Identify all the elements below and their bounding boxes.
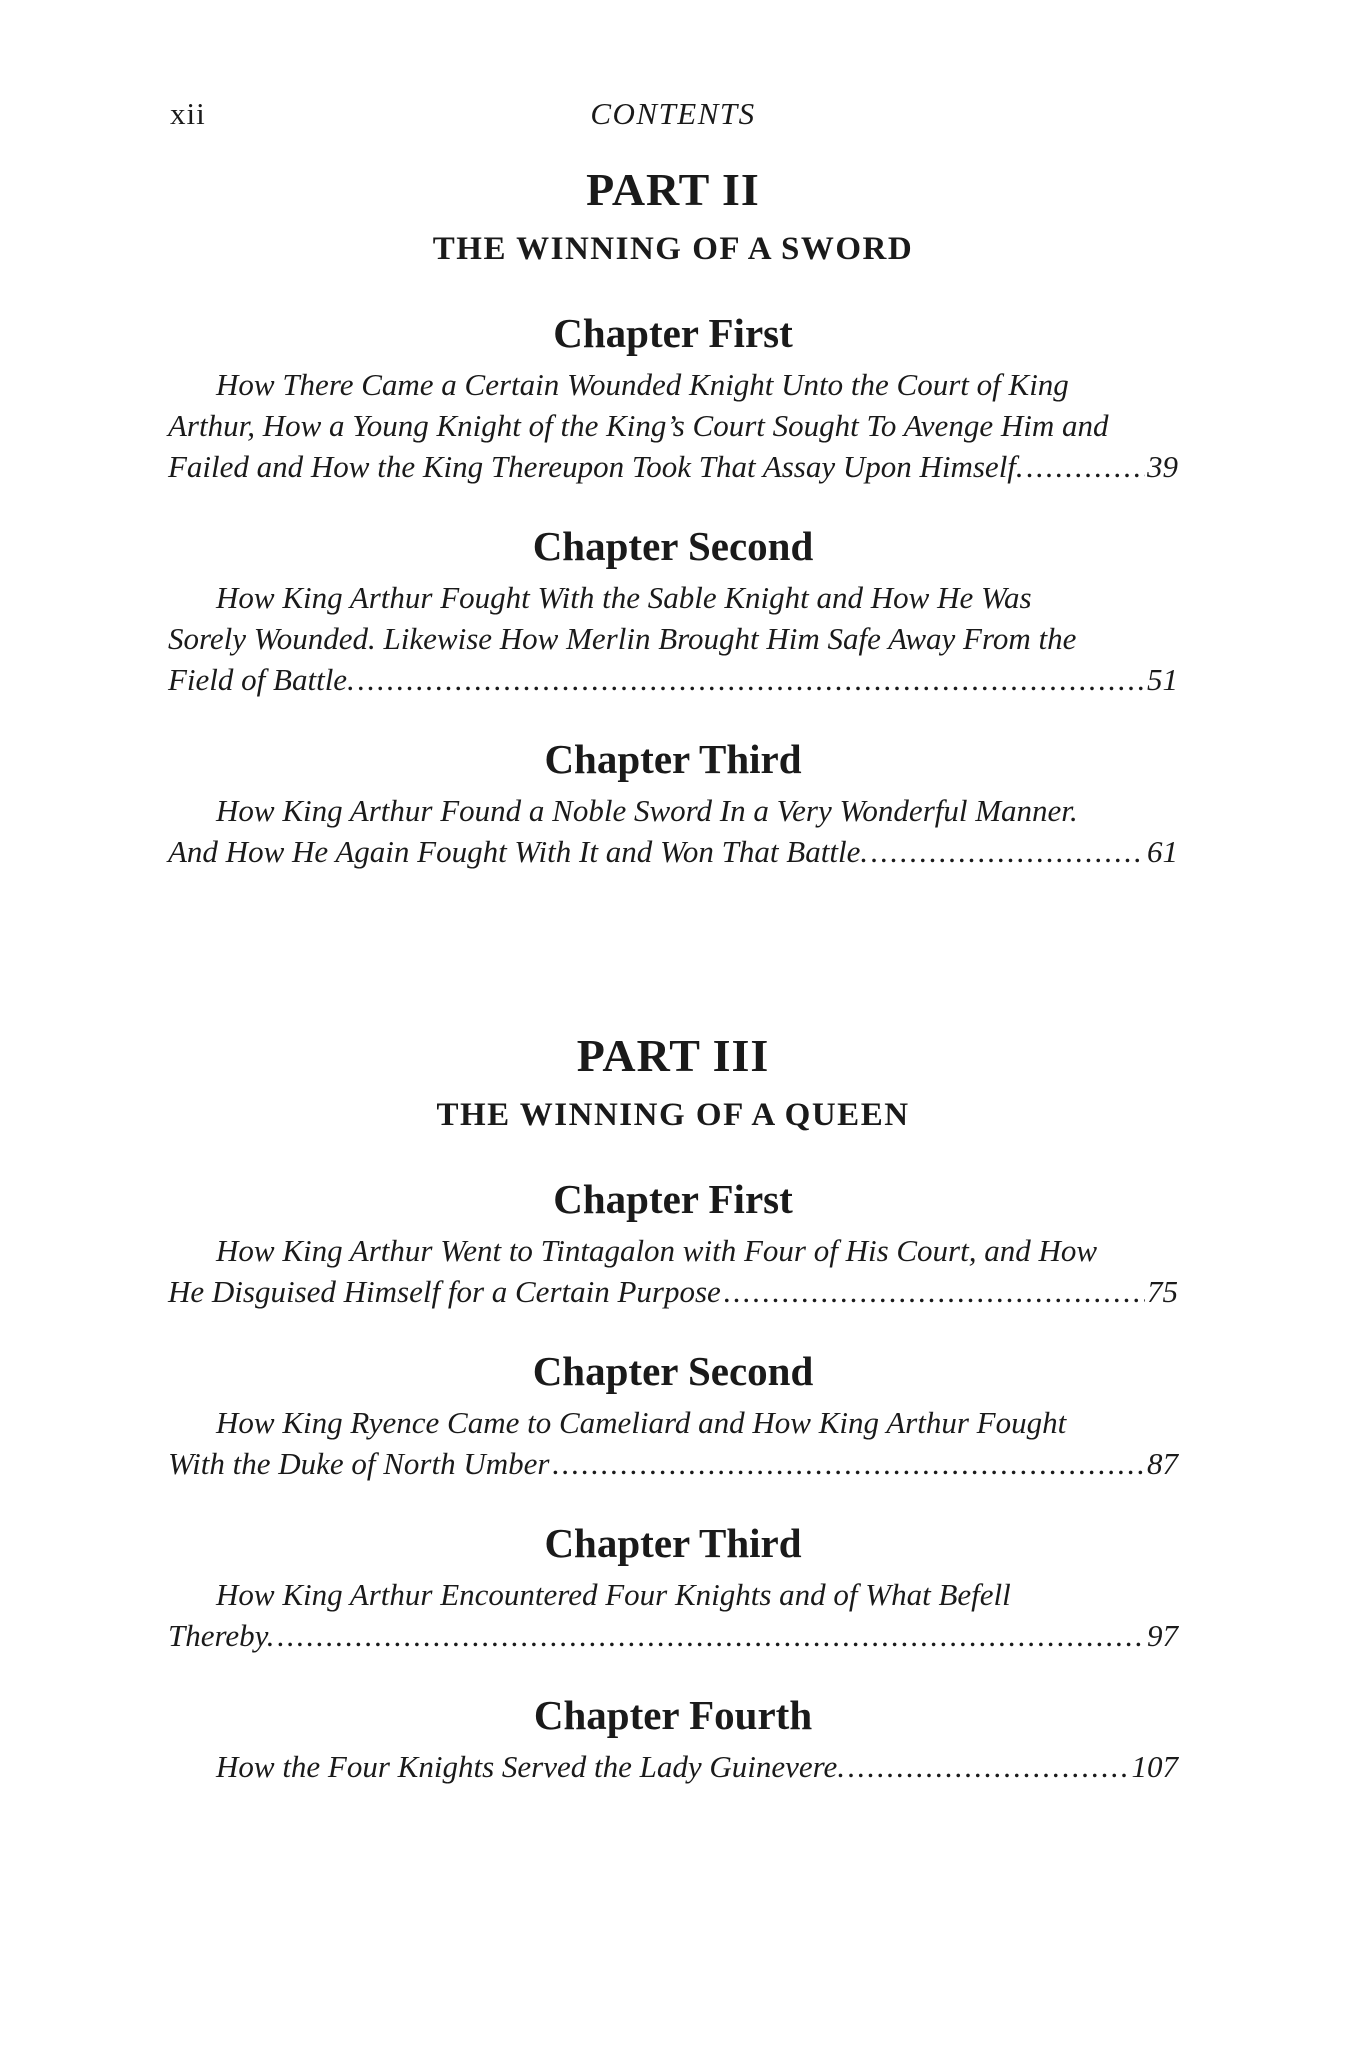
page-ref: 51 <box>1147 662 1178 697</box>
page-ref: 39 <box>1147 449 1178 484</box>
page-ref: 107 <box>1131 1749 1178 1784</box>
chapter-entry <box>168 1690 1178 1787</box>
chapter-heading: Chapter First <box>553 310 793 356</box>
page-ref: 61 <box>1147 834 1178 869</box>
chapter-entry <box>168 1518 1178 1656</box>
toc-line[interactable] <box>168 446 1178 487</box>
entry-text-line: How King Arthur Encountered Four Knights and of What Befell <box>216 1577 1011 1612</box>
dot-leader <box>276 1615 1145 1656</box>
entry-text-line: How King Arthur Found a Noble Sword In a Very Wonderful Manner. <box>216 793 1078 828</box>
entry-title: Failed and How the King Thereupon Took That Assay Upon Himself. <box>168 449 1024 484</box>
running-head <box>168 96 1178 156</box>
part-subtitle: THE WINNING OF A SWORD <box>432 231 914 267</box>
entry-title: Field of Battle. <box>168 662 355 697</box>
entry-title: With the Duke of North Umber <box>168 1446 550 1481</box>
chapter-heading: Chapter Third <box>544 736 802 782</box>
dot-leader <box>551 1443 1145 1484</box>
part-section <box>168 1028 1178 1136</box>
chapter-entry <box>168 1174 1178 1312</box>
chapter-entry <box>168 734 1178 872</box>
page-number: xii <box>170 96 206 131</box>
chapter-heading: Chapter First <box>553 1176 793 1222</box>
dot-leader <box>723 1271 1145 1312</box>
chapter-heading: Chapter Fourth <box>533 1692 813 1738</box>
page-ref: 87 <box>1147 1446 1178 1481</box>
entry-text-line: How King Arthur Fought With the Sable Knight and How He Was <box>216 580 1032 615</box>
toc-line[interactable] <box>168 659 1178 700</box>
toc-line[interactable] <box>168 1615 1178 1656</box>
dot-leader <box>1026 446 1145 487</box>
chapter-entry <box>168 521 1178 700</box>
entry-text-line: How King Arthur Went to Tintagalon with Four of His Court, and How <box>216 1233 1098 1268</box>
entry-text-line: Arthur, How a Young Knight of the King’s Court Sought To Avenge Him and <box>168 408 1109 443</box>
entry-text-line: How There Came a Certain Wounded Knight Unto the Court of King <box>216 367 1069 402</box>
toc-line[interactable] <box>168 1746 1178 1787</box>
entry-text-line: How King Ryence Came to Cameliard and How King Arthur Fought <box>216 1405 1067 1440</box>
chapter-heading: Chapter Second <box>532 523 814 569</box>
page-ref: 97 <box>1147 1618 1178 1653</box>
dot-leader <box>870 831 1145 872</box>
part-section <box>168 162 1178 270</box>
page-ref: 75 <box>1147 1274 1178 1309</box>
toc-line[interactable] <box>168 1271 1178 1312</box>
dot-leader <box>357 659 1145 700</box>
toc-line[interactable] <box>168 1443 1178 1484</box>
part-title: PART III <box>576 1030 770 1081</box>
toc-line[interactable] <box>168 831 1178 872</box>
contents-page <box>168 0 1178 1787</box>
chapter-heading: Chapter Second <box>532 1348 814 1394</box>
entry-text-line: Sorely Wounded. Likewise How Merlin Brought Him Safe Away From the <box>168 621 1077 656</box>
chapter-heading: Chapter Third <box>544 1520 802 1566</box>
dot-leader <box>847 1746 1129 1787</box>
entry-title: He Disguised Himself for a Certain Purpose <box>168 1274 721 1309</box>
entry-title: Thereby. <box>168 1618 275 1653</box>
chapter-entry <box>168 1346 1178 1484</box>
running-title: CONTENTS <box>590 96 756 131</box>
part-title: PART II <box>586 164 760 215</box>
entry-title: And How He Again Fought With It and Won That Battle. <box>168 834 869 869</box>
chapter-entry <box>168 308 1178 487</box>
part-subtitle: THE WINNING OF A QUEEN <box>436 1097 910 1133</box>
entry-title: How the Four Knights Served the Lady Guinevere. <box>216 1749 846 1784</box>
